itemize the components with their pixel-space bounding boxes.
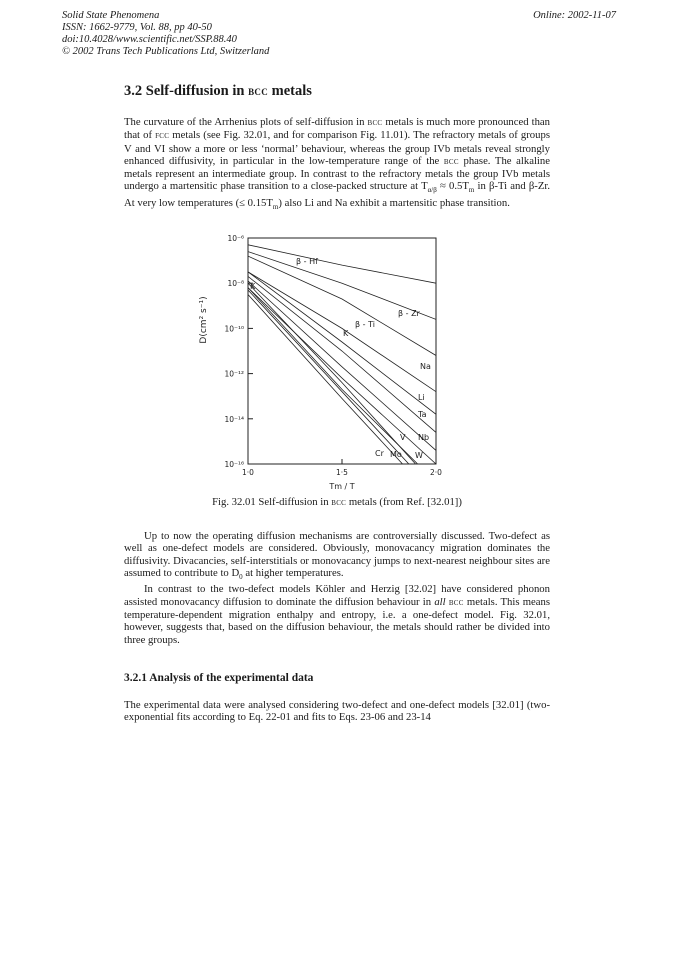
y-tick-label: 10⁻¹⁶	[224, 460, 244, 469]
label-beta-hf: β - Hf	[296, 257, 318, 266]
x-axis	[242, 459, 442, 477]
label-v: V	[400, 433, 406, 442]
y-tick-label: 10⁻¹⁴	[224, 414, 244, 424]
series-line-li	[248, 276, 436, 432]
label-k-upper: K	[250, 282, 256, 291]
running-header	[62, 10, 269, 58]
series-line-ti	[248, 256, 436, 355]
series-line-hf	[248, 245, 436, 283]
online-date: Online: 2002-11-07	[533, 10, 616, 21]
series-line-na	[248, 272, 436, 392]
y-tick-label: 10⁻⁶	[227, 234, 244, 243]
label-w: W	[415, 451, 423, 460]
x-tick-label: 1·0	[242, 468, 254, 477]
x-tick-label: 1·5	[336, 468, 348, 477]
paragraph-mechanisms: Up to now the operating diffusion mechanisms are controversially discussed. Two-defect as well as one-defect models are considered. Obviously, monovacancy migration dominates the diffusivity. Divacancies, self-interstitials or monovacancy jumps to next-nearest neighbour sites are assumed to contribute to $D_0$ at higher temperatures. In contrast to the two-defect models Köhler and Herzig [32.02] have considered phonon assisted monovacancy diffusion to dominate the diffusion behaviour in all bcc metals. This means temperature-dependent migration enthalpy and entropy, i.e. a one-defect model. Fig. 32.01, however, suggests that, based on the diffusion behaviour, the metals should rather be divided into three groups.	[124, 530, 550, 646]
figure-arrhenius-plot	[190, 230, 450, 497]
label-nb: Nb	[418, 433, 430, 442]
copyright-line: © 2002 Trans Tech Publications Ltd, Switzerland	[62, 46, 270, 57]
y-tick-label: 10⁻¹²	[224, 369, 244, 379]
label-beta-zr: β - Zr	[398, 309, 420, 318]
figure-caption: Fig. 32.01 Self-diffusion in bcc metals (from Ref. [32.01])	[212, 496, 462, 508]
label-k-lower: K	[343, 329, 349, 338]
y-tick-label: 10⁻¹⁰	[224, 324, 244, 334]
label-na: Na	[420, 362, 431, 371]
label-beta-ti: β - Ti	[355, 320, 375, 329]
doi-line: doi:10.4028/www.scientific.net/SSP.88.40	[62, 34, 237, 45]
series-line-ta	[248, 281, 436, 451]
subsection-title: 3.2.1 Analysis of the experimental data	[124, 672, 314, 684]
label-li: Li	[418, 393, 425, 402]
x-tick-label: 2·0	[430, 468, 442, 477]
series-line-k	[248, 272, 436, 414]
series-lines	[248, 245, 436, 492]
chart-svg	[190, 230, 450, 492]
paragraph-intro: The curvature of the Arrhenius plots of self-diffusion in bcc metals is much more pronounced than that of fcc metals (see Fig. 32.01, and for comparison Fig. 11.01). The refractory metals of groups V and VI show a more or less ‘normal’ behaviour, whereas the group IVb metals reveal strongly enhanced diffusivity, in particular in the low-temperature range of the bcc phase. The alkaline metals represent an intermediate group. In contrast to the refractory metals the group IVb metals undergo a martensitic phase transition to a close-packed structure at $T_{\alpha/\beta} \approx 0.5T_m$ in β-Ti and β-Zr. At very low temperatures (≤ $0.15T_m$) also Li and Na exhibit a martensitic phase transition.	[124, 116, 550, 212]
y-axis-label: D(cm² s⁻¹)	[199, 296, 209, 344]
label-cr: Cr	[375, 449, 384, 458]
y-axis	[224, 234, 253, 469]
x-axis-label: Tm / T	[329, 482, 355, 491]
paragraph-analysis: The experimental data were analysed considering two-defect and one-defect models [32.01] (two-exponential fits according to Eq. 22-01 and fits to Eqs. 23-06 and 23-14	[124, 699, 550, 724]
journal-name: Solid State Phenomena	[62, 10, 160, 21]
label-mo: Mo	[390, 450, 402, 459]
y-tick-label: 10⁻⁸	[227, 279, 244, 289]
issn-line: ISSN: 1662-9779, Vol. 88, pp 40-50	[62, 22, 212, 33]
label-ta: Ta	[418, 410, 427, 419]
section-title: 3.2 Self-diffusion in bcc metals	[124, 83, 312, 99]
